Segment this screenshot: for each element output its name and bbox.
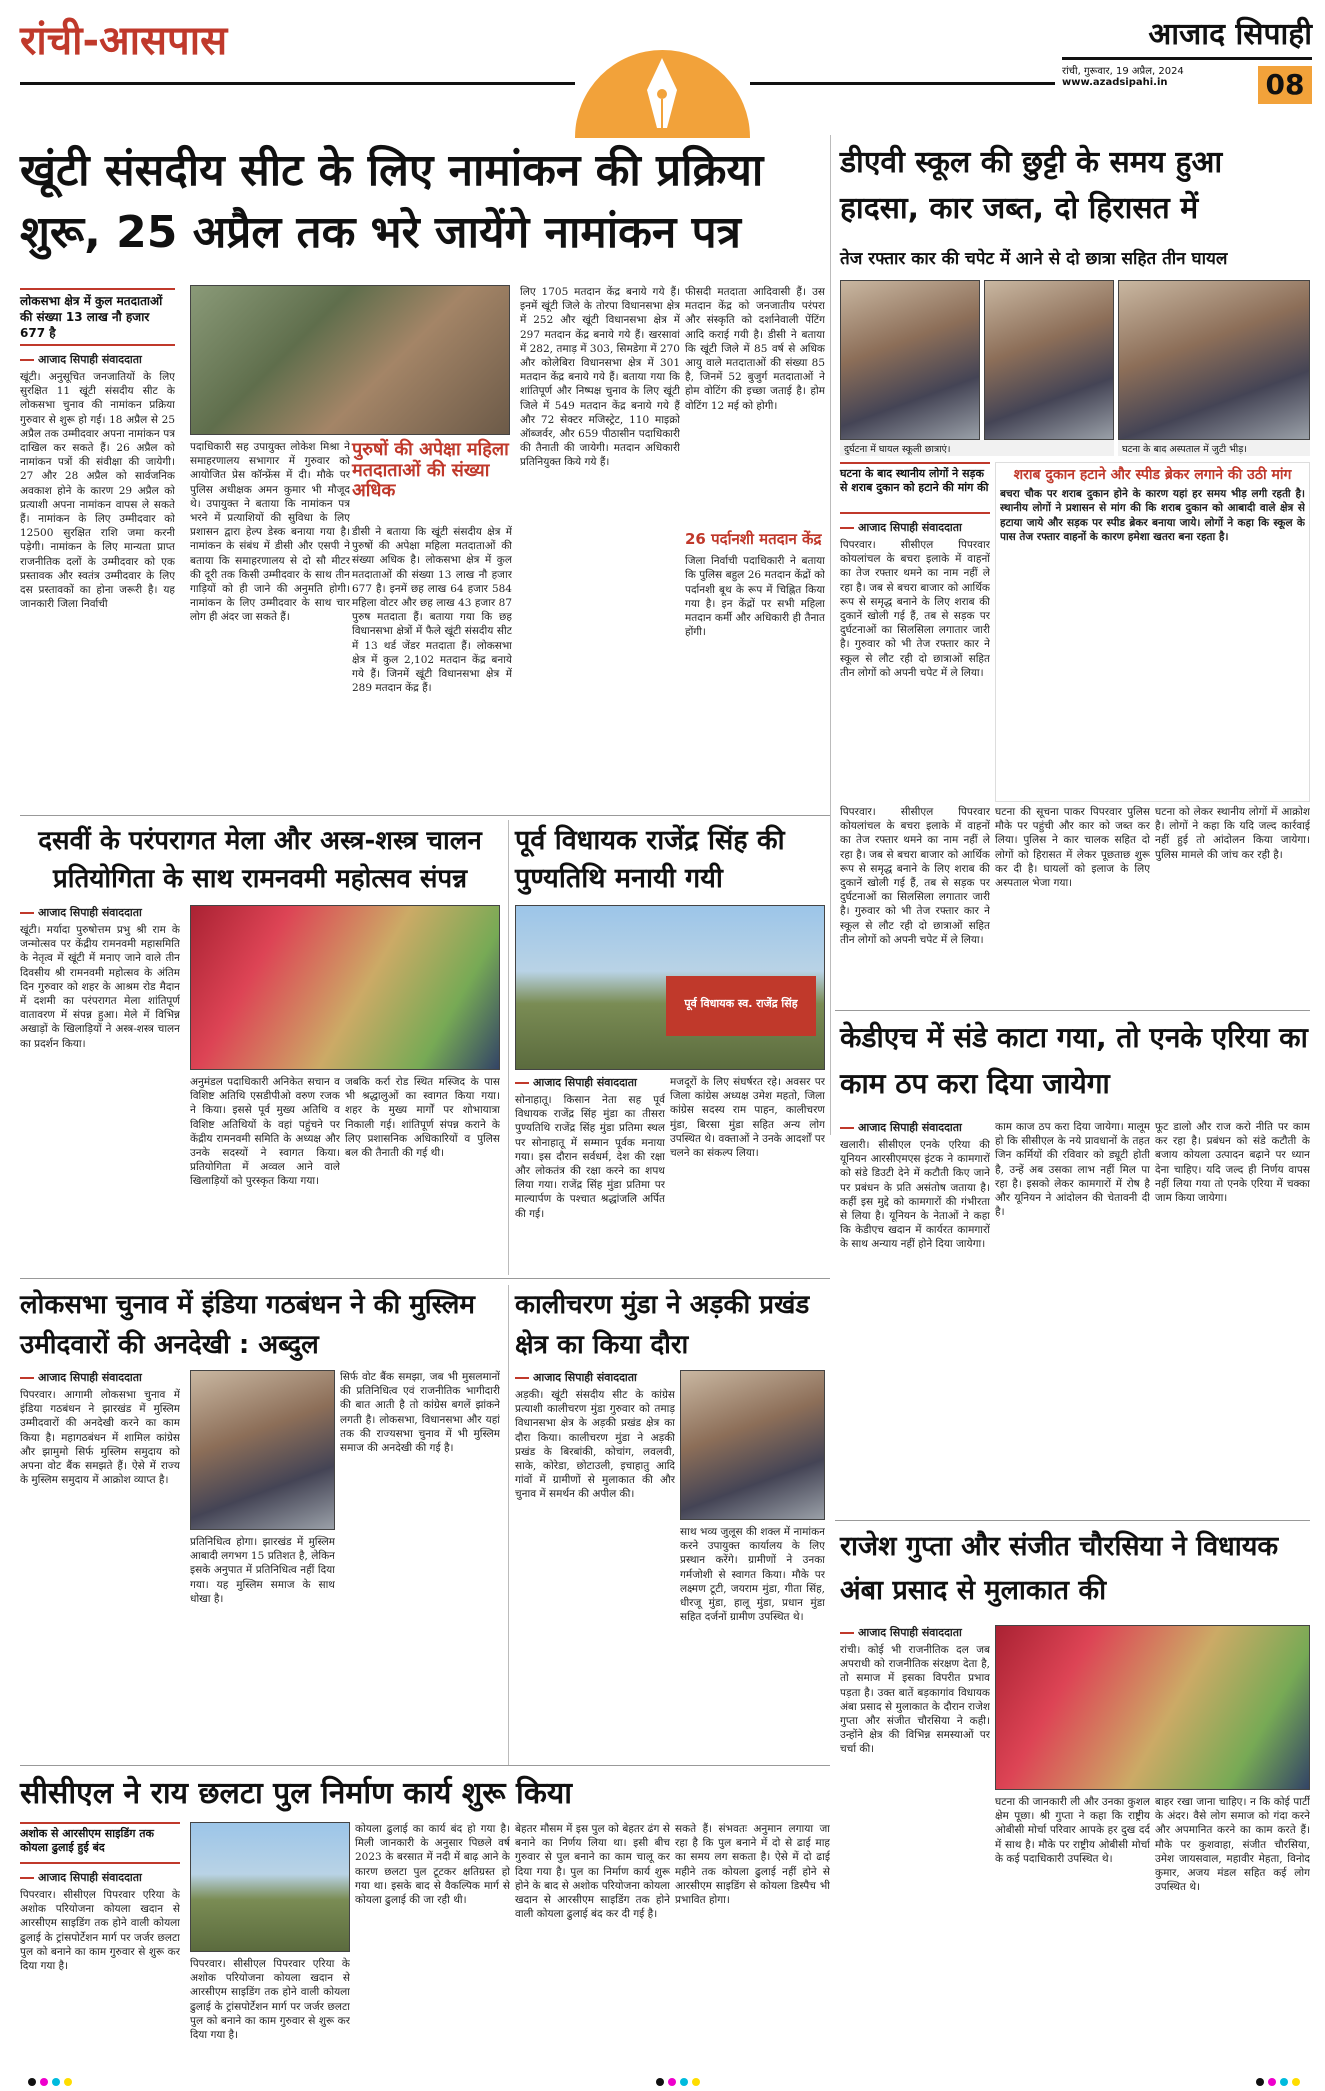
dav-col2-text: पिपरवार। सीसीएल पिपरवार कोयलांचल के बचरा इलाके में वाहनों का तेज रफ्तार थमने का नाम नहीं ले रहा है। जब से बचरा बाजार को आर्थिक रूप से समृद्ध बनाने के लिए शराब की दुकानें खोली गई हैं, तब से सड़क पर दुर्घटनाओं का सिलसिला लगातार जारी है। गुरुवार को भी तेज रफ्तार कार ने स्कूल से लौट रही दो छात्राओं सहित तीन लोगों को अपनी चपेट में ले लिया। [840,806,990,946]
rajendra-banner: पूर्व विधायक स्व. राजेंद्र सिंह [666,976,816,1036]
dav-col4 [1155,805,1310,1005]
khunti-press-conference-photo [190,285,510,435]
loksabha-headline: लोकसभा चुनाव में इंडिया गठबंधन ने की मुस्लिम उमीदवारों की अनदेखी : अब्दुल [20,1290,475,1360]
khunti-col4 [520,285,680,810]
khunti-col3-lower [352,525,512,810]
dav-headline: डीएवी स्कूल की छुट्टी के समय हुआ हादसा, कार जब्त, दो हिरासत में [840,145,1223,226]
ccl-col1-text: पिपरवार। सीसीएल पिपरवार एरिया के अशोक परियोजना कोयला खदान से आरसीएम साइडिंग तक होने वाली कोयला ढुलाई के ट्रांसपोर्टेशन मार्ग पर जर्जर छलटा पुल को बनाने का काम गुरुवार से शुरू कर दिया गया है। [20,1889,180,1973]
ccl-col2a [190,1957,350,2065]
dav-photo-caption-2: घटना के बाद अस्पताल में जुटी भीड़। [1118,440,1310,456]
kalicharan-col2 [680,1525,825,1760]
kdh-col1 [840,1120,990,1515]
ramnavami-headline: दसवीं के परंपरागत मेला और अस्त्र-शस्त्र चालन प्रतियोगिता के साथ रामनवमी महोत्सव संपन्न [38,826,482,894]
dav-red-headline: शराब दुकान हटाने और स्पीड ब्रेकर लगाने की उठी मांग [1013,467,1292,483]
kalicharan-portrait-photo [680,1370,825,1520]
page-number: 08 [1258,66,1312,104]
dav-photo-caption-1: दुर्घटना में घायल स्कूली छात्राएं। [840,440,1114,456]
kalicharan-headline: कालीचरण मुंडा ने अड़की प्रखंड क्षेत्र का किया दौरा [515,1290,810,1360]
loksabha-col3 [340,1370,500,1760]
khunti-col2 [190,440,350,810]
rajendra-byline: आजाद सिपाही संवाददाता [515,1075,665,1090]
ccl-byline: आजाद सिपाही संवाददाता [20,1870,180,1885]
khunti-col2-text: पदाधिकारी सह उपायुक्त लोकेश मिश्रा ने समाहरणालय सभागार में गुरुवार को आयोजित प्रेस कॉन्फ्रेंस में दी। मौके पर पुलिस अधीक्षक अमन कुमार भी मौजूद थे। उपायुक्त ने बताया कि नामांकन पत्र भरने में प्रत्याशियों की सुविधा के लिए प्रशासन द्वारा हेल्प डेस्क बनाया गया है। नामांकन के संबंध में डीसी और एसपी ने बताया कि समाहरणालय से दो सौ मीटर की दूरी तक किसी उम्मीदवार के साथ तीन गाड़ियों को ही जाने की अनुमति होगी। नामांकन के लिए उम्मीदवार के साथ चार लोग ही अंदर जा सकते हैं। [190,441,350,624]
khunti-col3-lower-text: डीसी ने बताया कि खूंटी संसदीय क्षेत्र में पुरुषों की अपेक्षा महिला मतदाताओं की संख्या अधिक है। लोकसभा क्षेत्र में कुल मतदाताओं की संख्या 13 लाख नौ हजार 677 है। इनमें छह लाख 64 हजार 584 महिला वोटर और छह लाख 43 हजार 87 पुरुष मतदाता हैं। बताया गया कि छह विधानसभा क्षेत्रों में फैले खूंटी संसदीय सीट में 13 थर्ड जेंडर मतदाता हैं। लोकसभा क्षेत्र में कुल 2,102 मतदान केंद्र बनाये गये हैं। जिनमें खूंटी विधानसभा क्षेत्र में 289 मतदान केंद्र हैं। [352,526,512,695]
ccl-callout [20,1822,180,1864]
ccl-col2a-text: पिपरवार। सीसीएल पिपरवार एरिया के अशोक परियोजना कोयला खदान से आरसीएम साइडिंग तक होने वाली कोयला ढुलाई के ट्रांसपोर्टेशन मार्ग पर जर्जर छलटा पुल को बनाने का काम गुरुवार से शुरू कर दिया गया है। [190,1958,350,2042]
rajesh-col3 [1155,1795,1310,2070]
ccl-col5 [675,1822,830,2065]
rajesh-col2-text: घटना की जानकारी ली और उनका कुशल क्षेम पूछा। श्री गुप्ता ने कहा कि राष्ट्रीय ओबीसी मोर्चा परिवार आपके हर दुख दर्द में साथ है। मौके पर राष्ट्रीय ओबीसी मोर्चा के कई पदाधिकारी उपस्थित थे। [995,1796,1150,1865]
ccl-callout-text: अशोक से आरसीएम साइडिंग तक कोयला ढुलाई हुई बंद [20,1827,154,1854]
dav-byline: आजाद सिपाही संवाददाता [840,520,990,535]
kalicharan-col2-text: साथ भव्य जुलूस की शक्ल में नामांकन करने उपायुक्त कार्यालय के लिए प्रस्थान करेंगे। ग्रामीणों ने उनका गर्मजोशी से स्वागत किया। मौके पर लक्ष्मण टूटी, जयराम मुंडा, गीता सिंह, धीरजू मुंडा, हालू मुंडा, प्रधान मुंडा सहित दर्जनों ग्रामीण उपस्थित थे। [680,1526,825,1624]
loksabha-col3-text: सिर्फ वोट बैंक समझा, जब भी मुसलमानों की प्रतिनिधित्व एवं राजनीतिक भागीदारी की बात आती है तो कांग्रेस बगलें झांकने लगती है। लोकसभा, विधानसभा और यहां तक की राज्यसभा चुनाव में भी मुस्लिम समाज की अनदेखी की गई है। [340,1371,500,1455]
kalicharan-col1-text: अड़की। खूंटी संसदीय सीट के कांग्रेस प्रत्याशी कालीचरण मुंडा गुरुवार को तमाड़ विधानसभा क्षेत्र के अड़की प्रखंड क्षेत्र का दौरा किया। कालीचरण मुंडा ने अड़की प्रखंड के बिरबांकी, कोचांग, लवलवी, साके, कोरेडा, छोटाउली, इचाहातु आदि गांवों में ग्रामीणों से मुलाकात की और चुनाव में समर्थन की अपील की। [515,1389,675,1501]
ccl-col4 [515,1822,670,2065]
ramnavami-col2-text: अनुमंडल पदाधिकारी अनिकेत सचान व विशिष्ट अतिथि एसडीपीओ वरुण रजक ने किया। इससे पूर्व मुख्य अतिथि व विशिष्ट अतिथियों के वहां पहुंचने पर केंद्रीय रामनवमी समिति के अध्यक्ष और उनके सदस्यों ने स्वागत किया। प्रतियोगिता में अव्वल आने वाले खिलाड़ियों को पुरस्कृत किया गया। [190,1076,340,1188]
ccl-bridge-construction-photo [190,1822,350,1952]
dav-sidebar-text: बचरा चौक पर शराब दुकान होने के कारण यहां हर समय भीड़ लगी रहती है। स्थानीय लोगों ने प्रशासन से मांग की कि शराब दुकान को आबादी वाले क्षेत्र से हटाया जाये और सड़क पर स्पीड ब्रेकर बनाया जाये। लोगों ने कहा कि स्कूल के पास तेज रफ्तार वाहनों के कारण हमेशा खतरा बना रहता है। [1000,488,1305,543]
rajesh-col3-text: बाहर रखा जाना चाहिए। न कि कोई पार्टी के अंदर। वैसे लोग समाज को गंदा करने और अपमानित करने का काम करते हैं। मौके पर कुशवाहा, संजीत चौरसिया, उमेश जायसवाल, महावीर मेहता, विनोद कुमार, अजय मंडल सहित कई लोग उपस्थित थे। [1155,1796,1310,1894]
loksabha-col1 [20,1370,180,1760]
row-divider-1 [20,815,830,816]
website: www.azadsipahi.in [1062,76,1168,88]
registration-dots-icon [20,2077,1310,2087]
rajesh-col1-text: रांची। कोई भी राजनीतिक दल जब अपराधी को राजनीतिक संरक्षण देता है, तो समाज में इसका विपरीत प्रभाव पड़ता है। उक्त बातें बड़कागांव विधायक अंबा प्रसाद से मुलाकात के दौरान राजेश गुप्ता और संजीत चौरसिया ने कही। उन्होंने क्षेत्र की विभिन्न समस्याओं पर चर्चा की। [840,1644,990,1756]
kdh-col1-text: खलारी। सीसीएल एनके एरिया की यूनियन आरसीएमएस इंटक ने कामगारों को संडे डिउटी देने में कटौती किए जाने पर प्रबंधन के प्रति असंतोष जताया है। कहीं इस मुद्दे को कामगारों की गंभीरता से लिया है। यूनियन के नेताओं ने कहा कि केडीएच खदान में कार्यरत कामगारों के साथ अन्याय नहीं होने दिया जायेगा। [840,1139,990,1251]
row-divider-3 [20,1765,830,1766]
rajendra-headline: पूर्व विधायक राजेंद्र सिंह की पुण्यतिथि मनायी गयी [515,825,785,894]
paper-brand-block [1062,18,1312,108]
rajesh-col1 [840,1625,990,2070]
ramnavami-col1-text: खूंटी। मर्यादा पुरुषोत्तम प्रभु श्री राम के जन्मोत्सव पर केंद्रीय रामनवमी महासमिति के नेतृत्व में खूंटी में मनाए जाने वाले तीन दिवसीय श्री रामनवमी महोत्सव के अंतिम दिन गुरुवार को शहर के आश्रम रोड मैदान में दशमी का परंपरागत मेला शांतिपूर्ण वातावरण में संपन्न हुआ। मेले में विभिन्न अखाड़ों के खिलाड़ियों ने अस्त्र-शस्त्र चालन का प्रदर्शन किया। [20,924,180,1050]
row-divider-right-2 [835,1520,1310,1521]
khunti-col1-text: खूंटी। अनुसूचित जनजातियों के लिए सुरक्षित 11 खूंटी संसदीय सीट के लोकसभा चुनाव की नामांकन प्रक्रिया गुरुवार से शुरू हो गई। 18 अप्रैल से 25 अप्रैल तक उम्मीदवार अपना नामांकन पत्र दाखिल कर सकते हैं। 26 अप्रैल को नामांकन पत्रों की संवीक्षा की जायेगी। 27 और 28 अप्रैल को सार्वजनिक अवकाश होने के कारण 29 अप्रैल को प्रत्याशी अपना नामांकन वापस ले सकते हैं। नामांकन के लिए उम्मीदवार को 12500 सुरक्षित राशि जमा करनी पड़ेगी। नामांकन के लिए मान्यता प्राप्त राजनीतिक दलों के उम्मीदवार को एक प्रस्तावक और स्वतंत्र उम्मीदवार के लिए दस प्रस्तावकों का होना जरूरी है। यह जानकारी जिला निर्वाची [20,371,175,611]
loksabha-byline: आजाद सिपाही संवाददाता [20,1370,180,1385]
pen-nib-emblem [575,50,750,138]
kalicharan-col1 [515,1370,675,1760]
kdh-headline: केडीएच में संडे काटा गया, तो एनके एरिया का काम ठप करा दिया जायेगा [840,1021,1308,1100]
pen-nib-icon [575,50,750,138]
print-registration-marks [20,2072,1310,2082]
dav-col3 [995,805,1150,1005]
ramnavami-photo [190,905,500,1070]
khunti-headline: खूंटी संसदीय सीट के लिए नामांकन की प्रक्रिया शुरू, 25 अप्रैल तक भरे जायेंगे नामांकन पत्र [20,145,764,258]
kdh-col2 [995,1120,1150,1515]
rajesh-meeting-photo [995,1625,1310,1790]
khunti-callout-text: लोकसभा क्षेत्र में कुल मतदाताओं की संख्या 13 लाख नौ हजार 677 है [20,294,163,340]
khunti-subhead2: 26 पर्दानशी मतदान केंद्र [685,530,822,548]
ramnavami-col2 [190,1075,340,1275]
ramnavami-byline: आजाद सिपाही संवाददाता [20,905,180,920]
dav-col4-text: घटना को लेकर स्थानीय लोगों में आक्रोश है। लोगों ने कहा कि यदि जल्द कार्रवाई नहीं हुई तो आंदोलन किया जायेगा। पुलिस मामले की जांच कर रही है। [1155,806,1310,861]
ccl-col3 [355,1822,510,2065]
kdh-col3 [1155,1120,1310,1515]
loksabha-col2b [190,1535,335,1760]
dav-col3-text: घटना की सूचना पाकर पिपरवार पुलिस मौके पर पहुंची और कार को जब्त कर लिया। पुलिस ने कार चालक सहित दो लोगों को हिरासत में लेकर पूछताछ शुरू कर दी है। घायलों को इलाज के लिए अस्पताल भेजा गया। [995,806,1150,890]
dav-col1 [840,520,990,800]
khunti-callout [20,288,175,346]
dav-injured-student-photo-1 [840,280,980,440]
masthead-rule-mid [750,82,1055,85]
dav-subheadline: तेज रफ्तार कार की चपेट में आने से दो छात्रा सहित तीन घायल [840,249,1228,269]
dav-col1-text: पिपरवार। सीसीएल पिपरवार कोयलांचल के बचरा इलाके में वाहनों का तेज रफ्तार थमने का नाम नहीं ले रहा है। जब से बचरा बाजार को आर्थिक रूप से समृद्ध बनाने के लिए शराब की दुकानें खोली गई हैं, तब से सड़क पर दुर्घटनाओं का सिलसिला लगातार जारी है। गुरुवार को भी तेज रफ्तार कार ने स्कूल से लौट रही दो छात्राओं सहित तीन लोगों को अपनी चपेट में ले लिया। [840,539,990,679]
rajendra-col2-text: मजदूरों के लिए संघर्षरत रहे। अवसर पर जिला कांग्रेस अध्यक्ष उमेश महतो, जिला कांग्रेस सदस्य राम पाहन, कालीचरण मुंडा, बिरसा मुंडा सहित अन्य लोग उपस्थित थे। वक्ताओं ने उनके आदर्शों पर चलने का संकल्प लिया। [670,1076,825,1160]
loksabha-col2b-text: प्रतिनिधित्व होगा। झारखंड में मुस्लिम आबादी लगभग 15 प्रतिशत है, लेकिन इसके अनुपात में प्रतिनिधित्व नहीं दिया गया। यह मुस्लिम समाज के साथ धोखा है। [190,1536,335,1605]
dav-injured-student-photo-2 [984,280,1114,440]
ramnavami-col3 [345,1075,500,1275]
ccl-headline: सीसीएल ने राय छलटा पुल निर्माण कार्य शुरू किया [20,1776,573,1811]
rajesh-col2 [995,1795,1150,2070]
row-divider-right-1 [835,1010,1310,1011]
rajesh-byline: आजाद सिपाही संवाददाता [840,1625,990,1640]
khunti-col5 [685,285,825,810]
loksabha-col1-text: पिपरवार। आगामी लोकसभा चुनाव में इंडिया गठबंधन ने झारखंड में मुस्लिम उम्मीदवारों की अनदेखी करने का काम किया है। महागठबंधन में शामिल कांग्रेस और झामुमो सिर्फ मुस्लिम समुदाय को अपना वोट बैंक समझते हैं। ऐसे में राज्य के मुस्लिम समुदाय में आक्रोश व्याप्त है। [20,1389,180,1487]
ccl-col3-text: कोयला ढुलाई का कार्य बंद हो गया है। मिली जानकारी के अनुसार पिछले वर्ष 2023 के बरसात में नदी में बाढ़ आने के कारण छलटा पुल टूटकर क्षतिग्रस्त हो गया था। इसके बाद से वैकल्पिक मार्ग से कोयला ढुलाई की जा रही थी। [355,1823,510,1907]
ccl-col4-text: बेहतर मौसम में इस पुल को बेहतर ढंग से बनाने का निर्णय लिया था। इसी बीच गुरुवार से पुल बनाने का काम चालू कर दिया गया है। पुल का निर्माण कार्य शुरू होने के बाद से अशोक परियोजना कोयला खदान से आरसीएम साइडिंग तक होने वाली कोयला ढुलाई बंद कर दी गई है। [515,1823,670,1921]
khunti-col4-text: लिए 1705 मतदान केंद्र बनाये गये हैं। इनमें खूंटी जिले के तोरपा विधानसभा क्षेत्र में 252 और खूंटी विधानसभा क्षेत्र में 297 मतदान केंद्र बनाये गये हैं। खरसावां में 282, तमाड़ में 303, सिमडेगा में 270 और कोलेबिरा विधानसभा क्षेत्र में 301 मतदान केंद्र बनाये गये हैं। बताया गया कि शांतिपूर्ण और निष्पक्ष चुनाव के लिए खूंटी जिले में 549 मतदान केंद्र बनाये गये हैं और 72 सेक्टर मजिस्ट्रेट, 110 माइक्रो ऑब्जर्वर, और 659 पीठासीन पदाधिकारी की तैनाती की जायेगी। मतदान अधिकारी प्रतिनियुक्त किये गये हैं। [520,286,680,469]
khunti-col1 [20,352,175,812]
dav-col2 [840,805,990,1005]
paper-name: आजाद सिपाही [1148,17,1312,52]
kdh-col3-text: फूट डालो और राज करो नीति पर काम कर रहा है। प्रबंधन को संडे कटौती के बजाय कोयला उत्पादन बढ़ाने पर ध्यान देना चाहिए। यदि जल्द ही निर्णय वापस नहीं लिया गया तो एनके एरिया में चक्का जाम किया जायेगा। [1155,1121,1310,1205]
dav-callout-text: घटना के बाद स्थानीय लोगों ने सड़क से शराब दुकान को हटाने की मांग की [840,467,989,494]
khunti-col5b-text: जिला निर्वाची पदाधिकारी ने बताया कि पुलिस बहुल 26 मतदान केंद्रों को पर्दानशी बूथ के रूप में चिह्नित किया गया है। इन केंद्रों पर सभी महिला मतदान कर्मी और अधिकारी ही तैनात होंगी। [685,555,825,639]
masthead-rule-left [20,82,575,85]
khunti-subhead: पुरुषों की अपेक्षा महिला मतदाताओं की संख्या अधिक [352,439,509,502]
dav-callout [840,462,990,514]
row-divider-2 [20,1278,830,1279]
section-title-block [20,18,270,78]
ramnavami-col3-text: जबकि कर्रा रोड स्थित मस्जिद के पास भी श्रद्धालुओं का स्वागत किया गया। शहर के मुख्य मार्गों पर शोभायात्रा निकाली गई। शांतिपूर्ण संपन्न कराने के लिए प्रशासनिक अधिकारियों व पुलिस बल की तैनाती की गई थी। [345,1076,500,1160]
dateline: रांची, गुरूवार, 19 अप्रैल, 2024 [1062,65,1184,77]
column-divider-mid [508,820,509,1275]
dav-sidebar-box [995,462,1310,802]
khunti-col5a-text: फीसदी मतदाता आदिवासी हैं। उस मतदान केंद्र को जनजातीय परंपरा और संस्कृति को दर्शानेवाली पेंटिंग आदि कराई गयी है। डीसी ने बताया कि खूंटी जिले में 85 वर्ष से अधिक आयु वाले मतदाताओं की संख्या 85 है, जिनमें 52 बुजुर्ग मतदाताओं ने होम वोटिंग की इच्छा जताई है। होम वोटिंग 12 मई को होगी। [685,286,825,412]
rajendra-tribute-photo [515,905,825,1070]
rajesh-headline: राजेश गुप्ता और संजीत चौरसिया ने विधायक अंबा प्रसाद से मुलाकात की [840,1531,1279,1606]
ccl-col5-text: सकते हैं। संभवतः अनुमान लगाया जा रहा है कि पुल बनाने में दो से ढाई माह का समय लग सकता है। ऐसे में दो ढाई महीने तक कोयला ढुलाई नहीं होने से आरसीएम साइडिंग से कोयला डिस्पैच भी प्रभावित होगा। [675,1823,830,1907]
khunti-byline: आजाद सिपाही संवाददाता [20,352,175,367]
ramnavami-col1 [20,905,180,1275]
column-divider-mid-2 [508,1285,509,1765]
kalicharan-byline: आजाद सिपाही संवाददाता [515,1370,675,1385]
loksabha-portrait-photo [190,1370,335,1530]
kdh-byline: आजाद सिपाही संवाददाता [840,1120,990,1135]
rajendra-col1 [515,1075,665,1275]
column-divider-right [830,135,831,1135]
rajendra-col2 [670,1075,825,1275]
dav-hospital-crowd-photo [1118,280,1310,440]
ccl-col1 [20,1870,180,2065]
dateline-row [1062,57,1312,109]
rajendra-col1-text: सोनाहातू। किसान नेता सह पूर्व विधायक राजेंद्र सिंह मुंडा का तीसरा पुण्यतिथि राजेंद्र सिंह मुंडा प्रतिमा स्थल पर सोनाहातू में सम्मान पूर्वक मनाया गया। इस दौरान सर्वधर्म, देश की रक्षा और लोकतंत्र की रक्षा करने का शपथ लिया गया। राजेंद्र सिंह मुंडा प्रतिमा पर माल्यार्पण के पश्चात श्रद्धांजलि अर्पित की गई। [515,1094,665,1220]
kdh-col2-text: काम काज ठप करा दिया जायेगा। मालूम हो कि सीसीएल के नये प्रावधानों के तहत जिन कर्मियों की रविवार को ड्यूटी होती है, उन्हें अब उसका लाभ नहीं मिल पा रहा है। इसको लेकर कामगारों में रोष है और यूनियन ने आंदोलन की चेतावनी दी है। [995,1121,1150,1219]
section-title: रांची-आसपास [20,18,228,64]
